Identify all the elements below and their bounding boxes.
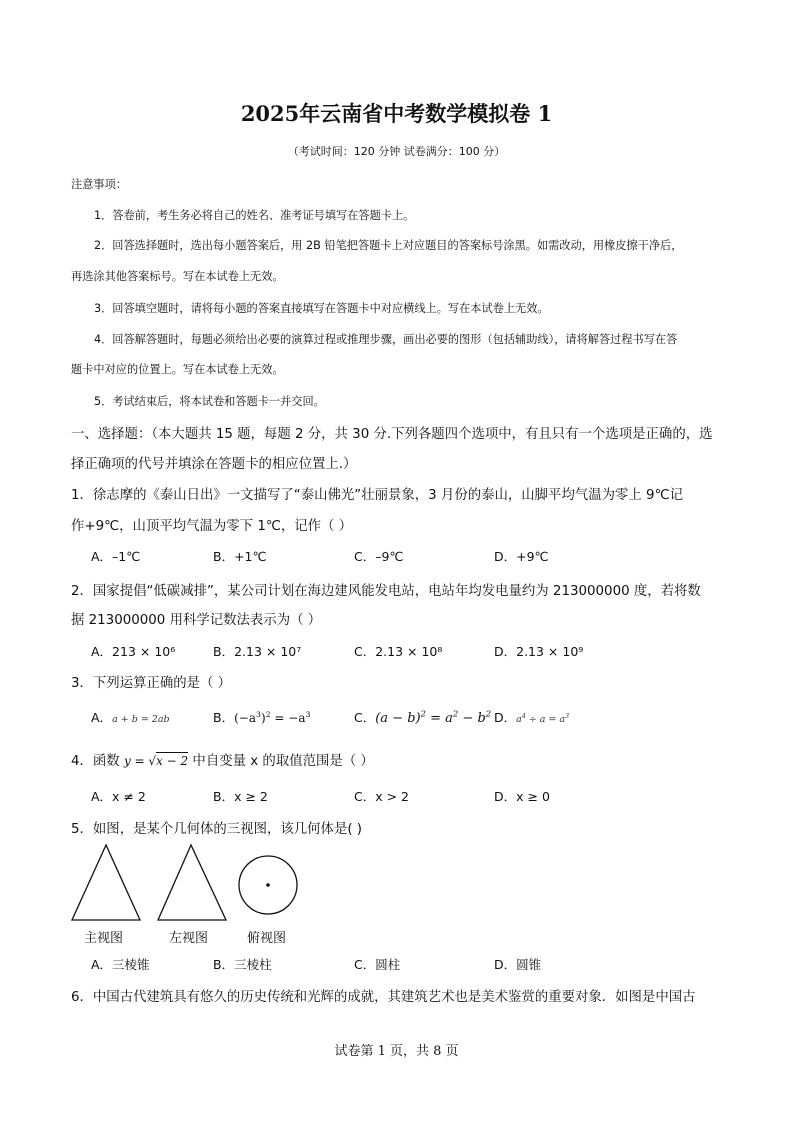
q3-option-a[interactable] — [91, 708, 170, 726]
question-1-text-cont: 作+9℃，山顶平均气温为零下 1℃，记作（ ） — [71, 519, 353, 534]
q1-option-d[interactable]: D．+9℃ — [494, 549, 549, 564]
notice-line: 4．回答解答题时，每题必须给出必要的演算过程或推理步骤，画出必要的图形（包括辅助线），请将解答过程书写在答 — [94, 333, 678, 346]
option-label: A． — [91, 710, 113, 725]
q5-option-b[interactable]: B．三棱柱 — [213, 957, 272, 972]
math-expression: $a^4 \div a = a^3$ — [516, 712, 569, 725]
page-footer: 试卷第 1 页，共 8 页 — [334, 1044, 459, 1059]
option-label: B． — [213, 710, 235, 725]
q4-option-a[interactable]: A．x ≠ 2 — [91, 789, 146, 804]
question-3-text: 3．下列运算正确的是（ ） — [71, 676, 232, 691]
math-expression: $(a - b)^2 = a^2 - b^2$ — [375, 708, 492, 726]
front-view-triangle — [72, 845, 140, 920]
section-heading: 一、选择题：（本大题共 15 题，每题 2 分，共 30 分.下列各题四个选项中，有且只有一个选项是正确的，选 — [71, 427, 713, 442]
q2-option-d[interactable]: D．2.13 × 10⁹ — [494, 644, 584, 659]
q1-option-a[interactable]: A．–1℃ — [91, 549, 141, 564]
section-heading-cont: 择正确项的代号并填涂在答题卡的相应位置上.） — [71, 457, 357, 472]
math-expression: a + b = 2ab — [112, 714, 170, 725]
q2-option-b[interactable]: B．2.13 × 10⁷ — [213, 644, 302, 659]
notice-line: 5．考试结束后，将本试卷和答题卡一并交回。 — [94, 395, 325, 408]
option-label: D． — [494, 710, 517, 725]
notice-line: 题卡中对应的位置上。写在本试卷上无效。 — [71, 363, 284, 376]
caption-front-view: 主视图 — [84, 931, 124, 946]
question-2-text-cont: 据 213000000 用科学记数法表示为（ ） — [71, 613, 322, 628]
q4-option-d[interactable]: D．x ≥ 0 — [494, 789, 550, 804]
exam-subtitle: （考试时间：120 分钟 试卷满分：100 分） — [287, 145, 506, 158]
q3-option-d[interactable] — [494, 708, 569, 726]
option-label: C． — [354, 710, 376, 725]
question-4-text: 4．函数 y = √x − 2 中自变量 x 的取值范围是（ ） — [71, 754, 374, 769]
q5-option-c[interactable]: C．圆柱 — [354, 957, 401, 972]
question-5-text: 5．如图，是某个几何体的三视图，该几何体是( ) — [71, 822, 363, 837]
notice-line: 再选涂其他答案标号。写在本试卷上无效。 — [71, 270, 284, 283]
q3-option-c[interactable] — [354, 708, 491, 726]
q5-option-d[interactable]: D．圆锥 — [494, 957, 542, 972]
question-6-text: 6．中国古代建筑具有悠久的历史传统和光辉的成就，其建筑艺术也是美术鉴赏的重要对象．如图是中国古 — [71, 990, 696, 1005]
page-title: 2025年云南省中考数学模拟卷 1 — [240, 101, 553, 126]
caption-side-view: 左视图 — [169, 931, 209, 946]
notice-line: 1．答卷前，考生务必将自己的姓名、准考证号填写在答题卡上。 — [94, 209, 415, 222]
q1-option-b[interactable]: B．+1℃ — [213, 549, 267, 564]
side-view-triangle — [158, 845, 226, 920]
q1-option-c[interactable]: C．–9℃ — [354, 549, 404, 564]
q5-option-a[interactable]: A．三棱锥 — [91, 957, 150, 972]
q3-option-b[interactable] — [213, 708, 310, 726]
question-1-text: 1．徐志摩的《泰山日出》一文描写了“泰山佛光”壮丽景象，3 月份的泰山，山脚平均气温为零上 9℃记 — [71, 488, 683, 503]
function-formula: y = √x − 2 — [123, 754, 189, 768]
caption-top-view: 俯视图 — [247, 931, 287, 946]
top-view-center-dot — [266, 883, 270, 887]
math-expression: $(-a^3)^2 = -a^3$ — [234, 710, 311, 725]
sqrt-icon: √ — [148, 754, 157, 768]
q2-option-c[interactable]: C．2.13 × 10⁸ — [354, 644, 443, 659]
q2-option-a[interactable]: A．213 × 10⁶ — [91, 644, 176, 659]
q4-option-c[interactable]: C．x > 2 — [354, 789, 409, 804]
notice-heading: 注意事项： — [71, 178, 127, 191]
q4-option-b[interactable]: B．x ≥ 2 — [213, 789, 268, 804]
notice-line: 2．回答选择题时，选出每小题答案后，用 2B 铅笔把答题卡上对应题目的答案标号涂黑。如需改动，用橡皮擦干净后， — [94, 239, 683, 252]
question-2-text: 2．国家提倡“低碳减排”，某公司计划在海边建风能发电站，电站年均发电量约为 213000000 度，若将数 — [71, 584, 701, 599]
three-view-figure — [60, 840, 320, 925]
notice-line: 3．回答填空题时，请将每小题的答案直接填写在答题卡中对应横线上。写在本试卷上无效。 — [94, 302, 549, 315]
